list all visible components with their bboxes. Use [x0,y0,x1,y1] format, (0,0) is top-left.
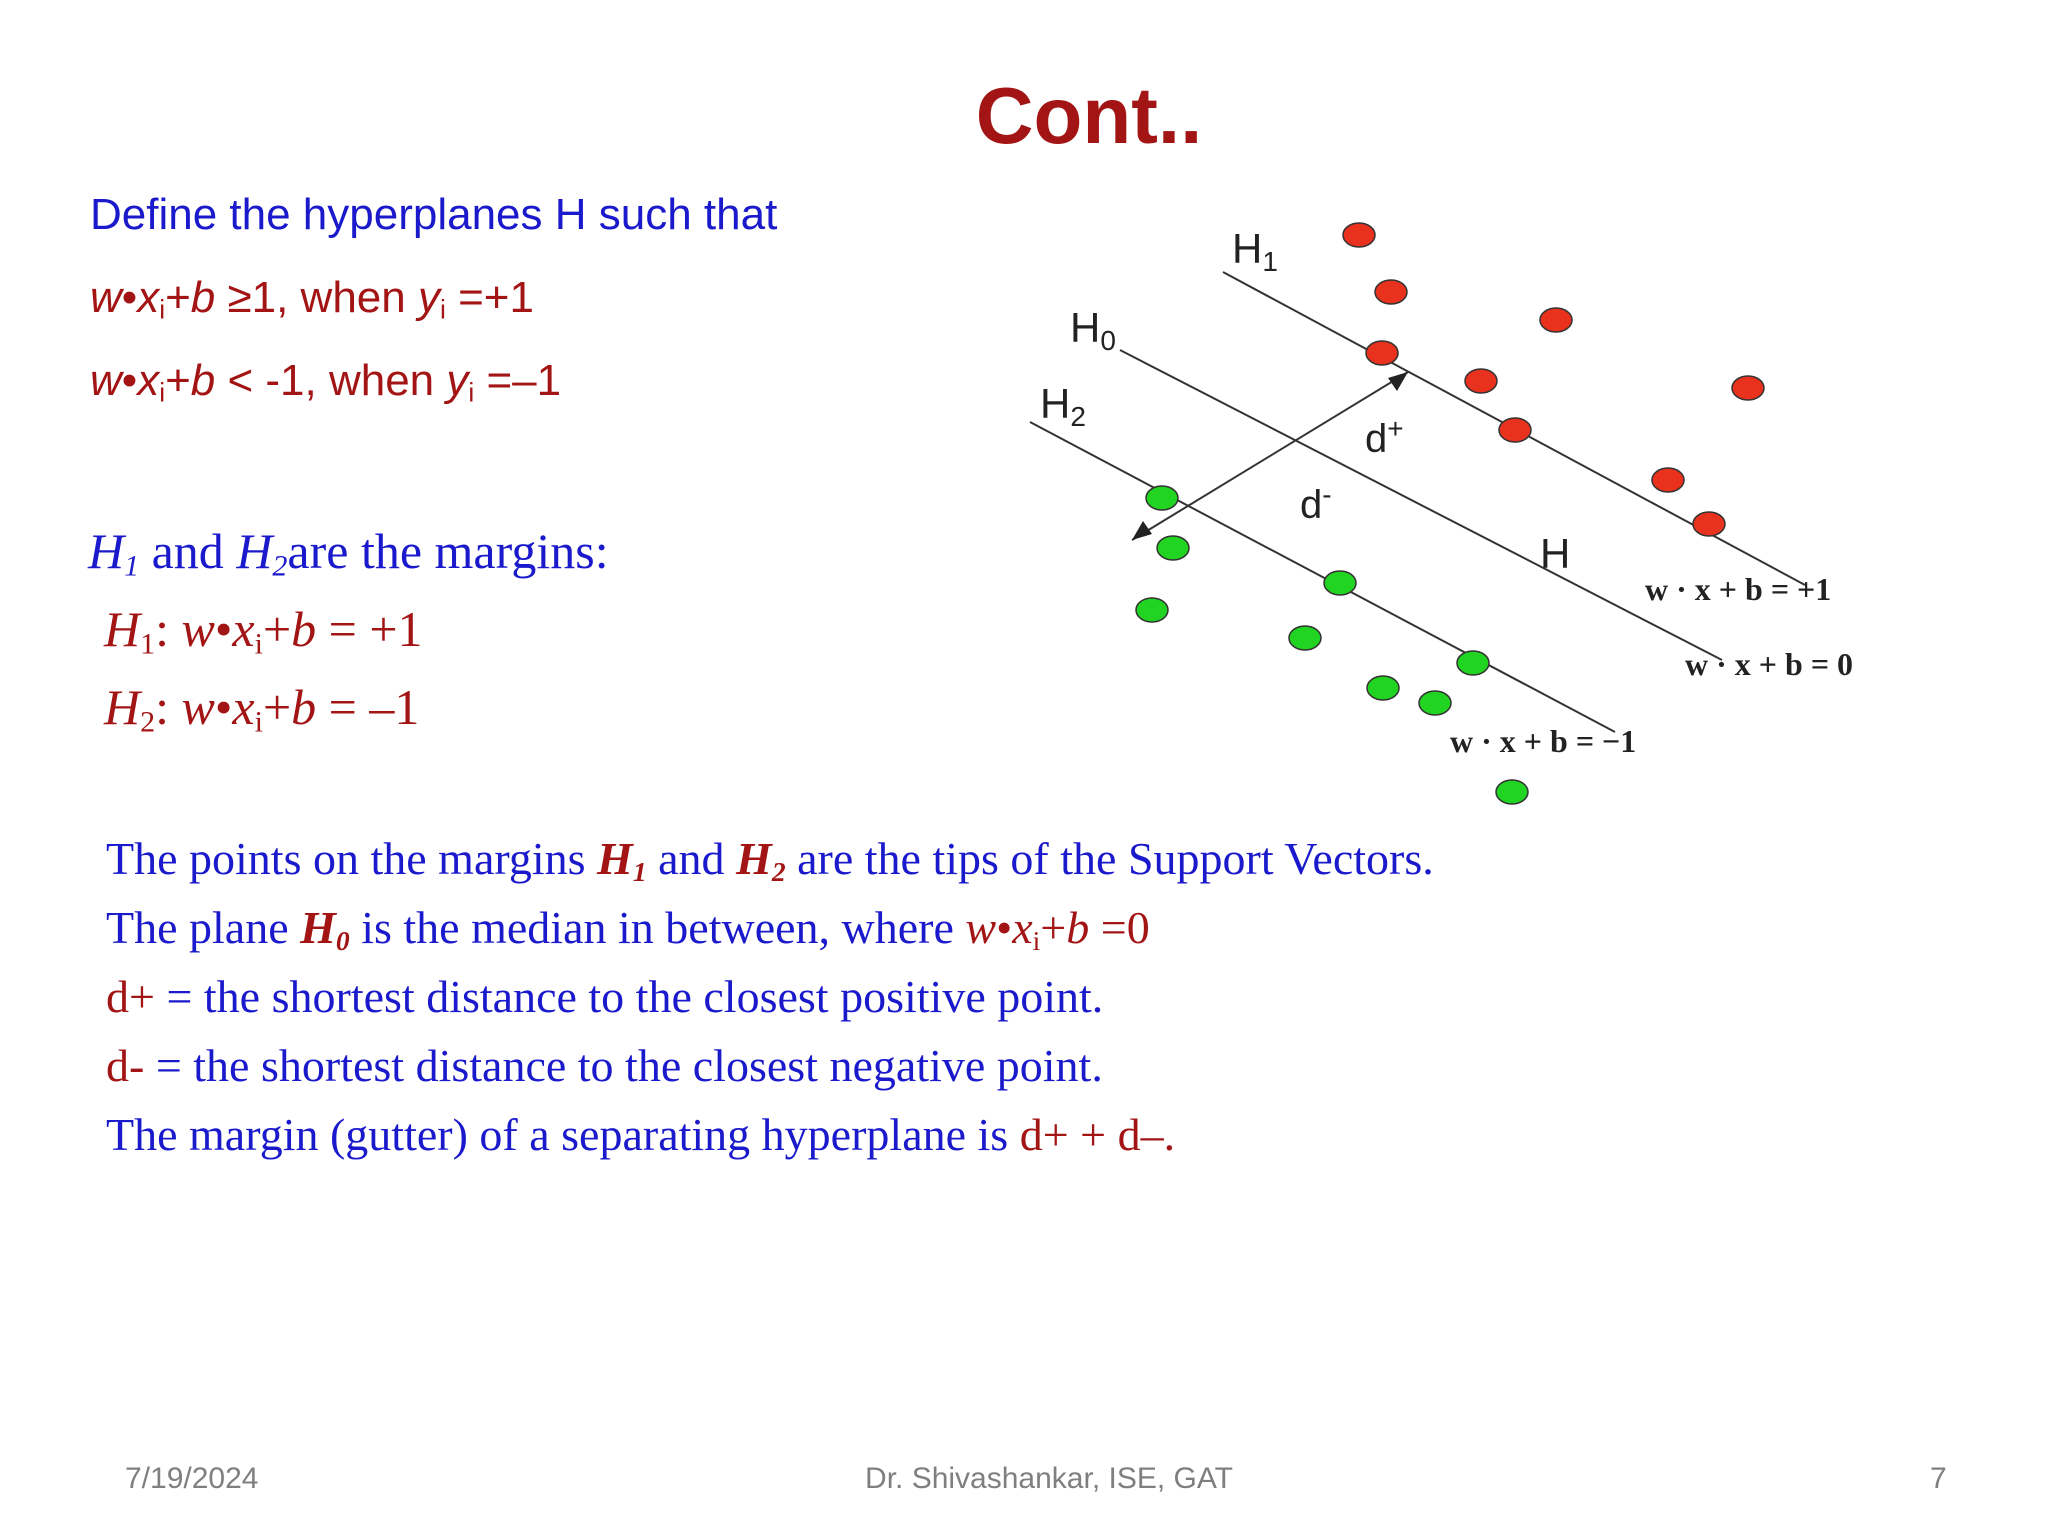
note-margin [106,1108,1175,1161]
label-h1: H1 [1232,225,1278,277]
sym-dot: • [121,356,138,405]
note-support-vectors [106,832,1434,885]
sym-plus: + [1040,902,1067,953]
arrowhead-d-minus [1132,521,1152,540]
sub-i: i [159,294,166,325]
sym-plus: + [262,601,292,657]
sym-x: x [137,356,160,405]
sym-h: H [736,833,772,884]
note-median-plane [106,901,1150,954]
sym-w: w [181,679,215,735]
sym-h: H [88,523,125,579]
sym-b: b [190,273,216,322]
negative-point [1136,598,1168,622]
sub-2: 2 [272,549,288,583]
positive-point [1375,280,1407,304]
sym-w: w [90,273,122,322]
sym-w: w [965,902,997,953]
sym-dot: • [996,902,1013,953]
sym-h: H [300,902,336,953]
positive-point [1465,369,1497,393]
positive-support-vector [1366,341,1398,365]
sym-y: y [417,273,440,322]
sub-i: i [254,627,263,661]
negative-point [1367,676,1399,700]
sub-i: i [254,705,263,739]
hyperplane-h2-line [1030,422,1615,732]
negative-support-vector [1146,486,1178,510]
intro-line: Define the hyperplanes H such that [90,190,778,239]
sym-b: b [291,679,317,735]
rhs: =+1 [445,273,534,322]
and-text: and [646,833,737,884]
label-d-plus: d+ [1365,413,1404,461]
sym-y: y [446,356,469,405]
note-text: is the median in between, where [349,902,966,953]
margins-heading [88,522,609,583]
label-d-minus: d- [1300,479,1332,527]
negative-support-vector [1324,571,1356,595]
hyperplane-h0-line [1120,350,1722,660]
margin-h2-equation [104,678,420,739]
equation-zero: w · x + b = 0 [1685,646,1854,682]
sub-1: 1 [124,549,140,583]
rhs: = +1 [316,601,423,657]
sym-x: x [1012,902,1033,953]
relation: < -1, when [215,356,447,405]
sub-2: 2 [140,705,156,739]
and-text: and [139,523,237,579]
sub-i: i [159,377,166,408]
label-h0: H0 [1070,304,1116,356]
sym-dot: • [121,273,138,322]
sub-i: i [1032,924,1041,956]
sym-b: b [1066,902,1090,953]
slide-title: Cont.. [975,71,1203,160]
note-text: = the shortest distance to the closest positive point. [154,971,1104,1022]
sym-h: H [104,601,141,657]
sub-0: 0 [335,924,350,956]
colon: : [155,679,182,735]
sub-2: 2 [771,855,786,887]
sym-w: w [90,356,122,405]
svm-hyperplane-diagram [1010,200,1970,820]
label-h2: H2 [1040,380,1086,432]
sub-1: 1 [632,855,647,887]
rhs: = –1 [316,679,420,735]
d-plus-term: d+ [106,971,155,1022]
label-h: H [1540,530,1571,577]
sub-i: i [439,294,446,325]
positive-support-vector [1499,418,1531,442]
sym-plus: + [165,273,191,322]
note-text: = the shortest distance to the closest negative point. [144,1040,1103,1091]
rhs: =–1 [474,356,562,405]
d-minus-term: d- [106,1040,145,1091]
sub-1: 1 [140,627,156,661]
margin-h1-equation [104,600,423,661]
relation: ≥1, when [215,273,418,322]
positive-point [1343,223,1375,247]
footer-author: Dr. Shivashankar, ISE, GAT [865,1462,1233,1495]
sym-x: x [232,679,255,735]
constraint-negative [90,356,561,406]
positive-point [1732,376,1764,400]
equation-plus-one: w · x + b = +1 [1645,571,1832,607]
footer-date: 7/19/2024 [125,1462,259,1495]
sym-plus: + [262,679,292,735]
note-d-minus [106,1039,1103,1092]
negative-point [1496,780,1528,804]
sym-plus: + [165,356,191,405]
arrowhead-d-plus [1388,372,1408,391]
negative-point [1157,536,1189,560]
margin-sum: d+ + d–. [1019,1109,1176,1160]
note-d-plus [106,970,1103,1023]
footer-page-number: 7 [1930,1462,1947,1495]
sym-x: x [232,601,255,657]
sym-x: x [137,273,160,322]
eq-zero: =0 [1089,902,1150,953]
sym-h: H [597,833,633,884]
sym-b: b [190,356,216,405]
sym-dot: • [214,601,233,657]
negative-point [1419,691,1451,715]
note-text: are the tips of the Support Vectors. [785,833,1434,884]
note-text: The margin (gutter) of a separating hyperplane is [106,1109,1020,1160]
positive-support-vector [1693,512,1725,536]
sym-dot: • [214,679,233,735]
equation-minus-one: w · x + b = −1 [1450,723,1637,759]
sym-w: w [181,601,215,657]
note-text: The plane [106,902,301,953]
note-text: The points on the margins [106,833,598,884]
negative-support-vector [1457,651,1489,675]
sym-h: H [236,523,273,579]
positive-point [1652,468,1684,492]
positive-point [1540,308,1572,332]
sym-b: b [291,601,317,657]
margins-rest: are the margins: [287,523,609,579]
colon: : [155,601,182,657]
constraint-positive [90,273,534,323]
sub-i: i [468,377,475,408]
negative-point [1289,626,1321,650]
sym-h: H [104,679,141,735]
